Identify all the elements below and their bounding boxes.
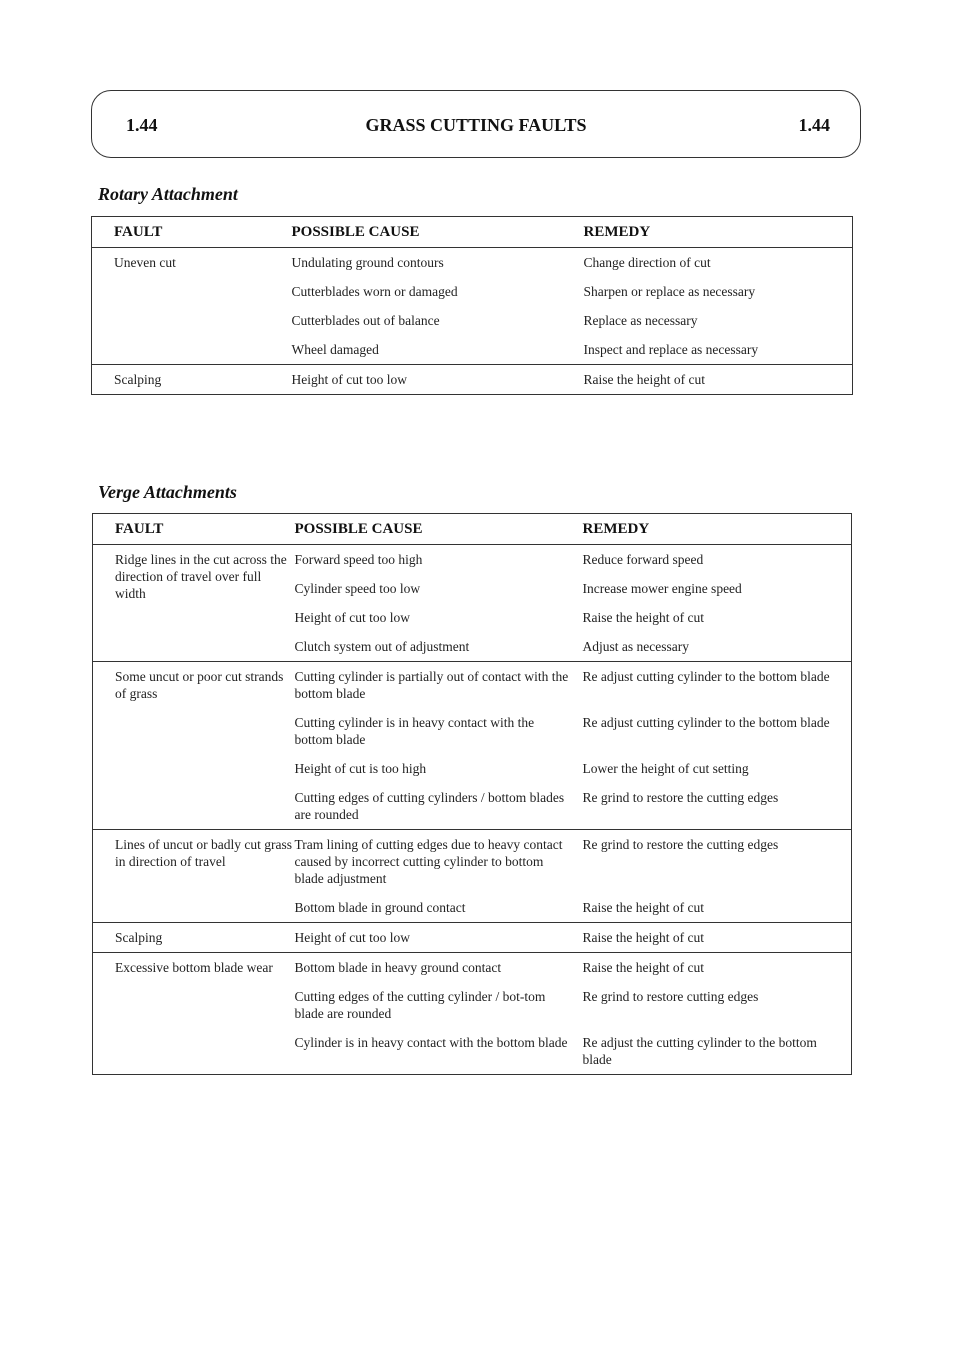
rotary-faults-table bbox=[91, 216, 853, 395]
cause-cell: Height of cut too low bbox=[294, 930, 410, 945]
remedy-cell: Reduce forward speed bbox=[582, 552, 704, 567]
fault-column-header: FAULT bbox=[92, 217, 292, 248]
remedy-column-header: REMEDY bbox=[583, 514, 852, 545]
cause-cell: Tram lining of cutting edges due to heavy contact caused by incorrect cutting cylinder to bottom blade adjustment bbox=[294, 837, 563, 886]
cause-cell: Cutterblades worn or damaged bbox=[291, 284, 458, 299]
remedy-cell: Raise the height of cut bbox=[582, 610, 704, 625]
section-number-left: 1.44 bbox=[126, 115, 158, 135]
cause-cell: Bottom blade in ground contact bbox=[294, 900, 466, 915]
remedy-cell: Raise the height of cut bbox=[582, 930, 704, 945]
table-row bbox=[93, 545, 852, 575]
cause-cell: Cutting edges of cutting cylinders / bottom blades are rounded bbox=[294, 790, 565, 822]
fault-cell: Some uncut or poor cut strands of grass bbox=[115, 669, 284, 701]
fault-cell: Scalping bbox=[114, 372, 162, 387]
remedy-cell: Raise the height of cut bbox=[583, 372, 705, 387]
table-row bbox=[92, 248, 853, 278]
fault-cell: Scalping bbox=[115, 930, 163, 945]
table-row bbox=[93, 923, 852, 953]
page-header bbox=[91, 90, 861, 158]
section-number-right: 1.44 bbox=[798, 115, 830, 135]
table-header-row bbox=[92, 217, 853, 248]
remedy-cell: Re adjust cutting cylinder to the bottom blade bbox=[582, 715, 830, 730]
cause-cell: Clutch system out of adjustment bbox=[294, 639, 470, 654]
cause-cell: Cylinder speed too low bbox=[294, 581, 421, 596]
cause-cell: Cutting edges of the cutting cylinder / bot-tom blade are rounded bbox=[294, 989, 546, 1021]
cause-cell: Undulating ground contours bbox=[291, 255, 444, 270]
remedy-cell: Increase mower engine speed bbox=[582, 581, 742, 596]
remedy-cell: Inspect and replace as necessary bbox=[583, 342, 759, 357]
cause-cell: Height of cut too low bbox=[294, 610, 410, 625]
remedy-cell: Re grind to restore cutting edges bbox=[582, 989, 759, 1004]
rotary-section-title: Rotary Attachment bbox=[98, 184, 238, 204]
remedy-cell: Lower the height of cut setting bbox=[582, 761, 749, 776]
cause-cell: Cutterblades out of balance bbox=[291, 313, 440, 328]
remedy-cell: Re grind to restore the cutting edges bbox=[582, 837, 779, 852]
remedy-cell: Raise the height of cut bbox=[582, 900, 704, 915]
fault-cell: Ridge lines in the cut across the direction of travel over full width bbox=[115, 552, 287, 601]
fault-cell: Lines of uncut or badly cut grass in direction of travel bbox=[115, 837, 292, 869]
cause-column-header: POSSIBLE CAUSE bbox=[295, 514, 583, 545]
remedy-cell: Adjust as necessary bbox=[582, 639, 689, 654]
table-row bbox=[93, 662, 852, 709]
page-title: GRASS CUTTING FAULTS bbox=[365, 115, 587, 135]
cause-cell: Bottom blade in heavy ground contact bbox=[294, 960, 502, 975]
remedy-cell: Raise the height of cut bbox=[582, 960, 704, 975]
cause-column-header: POSSIBLE CAUSE bbox=[292, 217, 584, 248]
table-row bbox=[93, 830, 852, 894]
cause-cell: Wheel damaged bbox=[291, 342, 379, 357]
remedy-cell: Re grind to restore the cutting edges bbox=[582, 790, 779, 805]
remedy-column-header: REMEDY bbox=[584, 217, 853, 248]
cause-cell: Forward speed too high bbox=[294, 552, 423, 567]
verge-table-body bbox=[93, 545, 852, 1075]
remedy-cell: Change direction of cut bbox=[583, 255, 711, 270]
cause-cell: Height of cut too low bbox=[291, 372, 407, 387]
fault-cell: Excessive bottom blade wear bbox=[115, 960, 273, 975]
verge-faults-table bbox=[92, 513, 852, 1075]
cause-cell: Height of cut is too high bbox=[294, 761, 427, 776]
verge-section-title: Verge Attachments bbox=[98, 482, 237, 502]
remedy-cell: Sharpen or replace as necessary bbox=[583, 284, 756, 299]
table-header-row bbox=[93, 514, 852, 545]
table-row bbox=[93, 953, 852, 983]
cause-cell: Cutting cylinder is partially out of contact with the bottom blade bbox=[294, 669, 569, 701]
cause-cell: Cutting cylinder is in heavy contact with the bottom blade bbox=[294, 715, 535, 747]
remedy-cell: Re adjust the cutting cylinder to the bottom blade bbox=[582, 1035, 817, 1067]
remedy-cell: Replace as necessary bbox=[583, 313, 698, 328]
fault-cell: Uneven cut bbox=[114, 255, 176, 270]
cause-cell: Cylinder is in heavy contact with the bottom blade bbox=[294, 1035, 568, 1050]
remedy-cell: Re adjust cutting cylinder to the bottom blade bbox=[582, 669, 830, 684]
table-row bbox=[92, 365, 853, 395]
rotary-table-body bbox=[92, 248, 853, 395]
fault-column-header: FAULT bbox=[93, 514, 295, 545]
